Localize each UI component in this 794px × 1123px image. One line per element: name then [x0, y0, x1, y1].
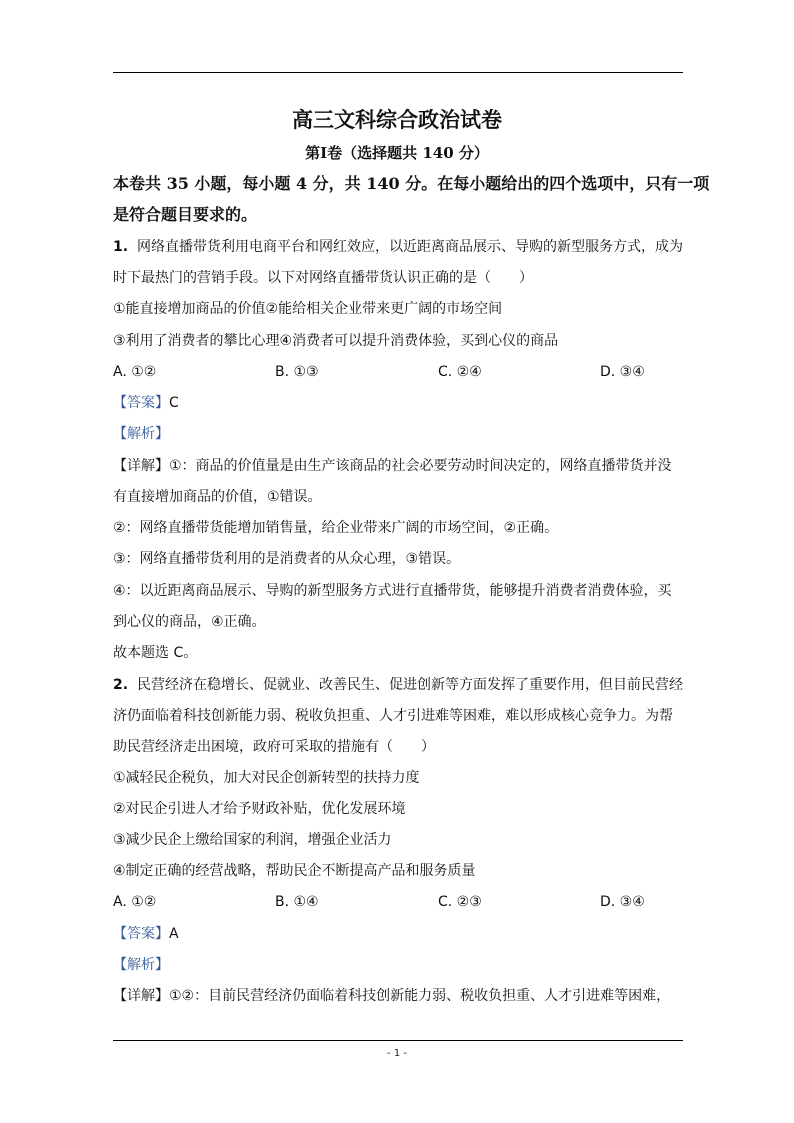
q1-answer-label: 【答案】 [113, 395, 169, 411]
q1-stem-line-2: 时下最热门的营销手段。以下对网络直播带货认识正确的是（ ） [113, 270, 533, 286]
q1-detail-label: 【详解】 [113, 458, 169, 474]
q1-conclusion: 故本题选 C。 [113, 645, 198, 661]
q2-statement-4: ④制定正确的经营战略，帮助民企不断提高产品和服务质量 [113, 863, 476, 879]
q1-option-d: D. ③④ [600, 364, 645, 380]
q1-detail-line-3: ②：网络直播带货能增加销售量，给企业带来广阔的市场空间，②正确。 [113, 520, 559, 536]
section-subtitle: 第Ⅰ卷（选择题共 140 分） [305, 144, 489, 162]
q1-detail-line-1 [113, 456, 688, 476]
page-title: 高三文科综合政治试卷 [292, 107, 502, 132]
q1-answer-value: C [169, 395, 179, 411]
q1-detail-line-4: ③：网络直播带货利用的是消费者的从众心理，③错误。 [113, 551, 461, 567]
q2-detail-label: 【详解】 [113, 988, 169, 1004]
q2-stem-line-1 [113, 675, 688, 695]
footer-rule [113, 1040, 683, 1041]
q2-answer-value: A [169, 926, 179, 942]
q2-stem-line-3: 助民营经济走出困境，政府可采取的措施有（ ） [113, 739, 435, 755]
q2-analysis-label: 【解析】 [113, 957, 169, 973]
q2-detail-text: ①②：目前民营经济仍面临着科技创新能力弱、税收负担重、人才引进难等困难， [169, 988, 671, 1004]
page-number: - 1 - [387, 1048, 407, 1059]
q2-statement-1: ①减轻民企税负，加大对民企创新转型的扶持力度 [113, 770, 420, 786]
q1-option-c: C. ②④ [438, 364, 482, 380]
instructions-line-1: 本卷共 35 小题，每小题 4 分，共 140 分。在每小题给出的四个选项中，只有一项 [113, 174, 710, 193]
q1-detail-line-6: 到心仪的商品，④正确。 [113, 614, 266, 630]
q2-answer-label: 【答案】 [113, 926, 169, 942]
q2-statement-3: ③减少民企上缴给国家的利润，增强企业活力 [113, 832, 392, 848]
q1-stem-line-1 [113, 237, 688, 257]
q2-stem-line-2: 济仍面临着科技创新能力弱、税收负担重、人才引进难等困难，难以形成核心竞争力。为帮 [113, 708, 673, 724]
q1-analysis-label: 【解析】 [113, 426, 169, 442]
q1-option-a: A. ①② [113, 364, 157, 380]
q2-stem-text: 民营经济在稳增长、促就业、改善民生、促进创新等方面发挥了重要作用，但目前民营经 [136, 677, 683, 693]
q1-statement-1: ①能直接增加商品的价值②能给相关企业带来更广阔的市场空间 [113, 301, 503, 317]
q2-answer [113, 924, 688, 944]
q2-number: 2. [113, 677, 129, 693]
header-rule [113, 72, 683, 73]
q1-detail-line-5: ④：以近距离商品展示、导购的新型服务方式进行直播带货，能够提升消费者消费体验，买 [113, 583, 672, 599]
q2-option-a: A. ①② [113, 894, 157, 910]
q1-statement-2: ③利用了消费者的攀比心理④消费者可以提升消费体验，买到心仪的商品 [113, 333, 559, 349]
q1-answer [113, 393, 688, 413]
q2-statement-2: ②对民企引进人才给予财政补贴，优化发展环境 [113, 801, 406, 817]
instructions-line-2: 是符合题目要求的。 [113, 205, 258, 224]
q1-number: 1. [113, 239, 129, 255]
q2-option-b: B. ①④ [275, 894, 319, 910]
q2-detail-line-1 [113, 986, 688, 1006]
q2-option-c: C. ②③ [438, 894, 482, 910]
q1-stem-text: 网络直播带货利用电商平台和网红效应，以近距离商品展示、导购的新型服务方式，成为 [136, 239, 683, 255]
q2-option-d: D. ③④ [600, 894, 645, 910]
q1-detail-line-2: 有直接增加商品的价值，①错误。 [113, 489, 322, 505]
q1-option-b: B. ①③ [275, 364, 319, 380]
q1-detail-text: ①：商品的价值量是由生产该商品的社会必要劳动时间决定的，网络直播带货并没 [169, 458, 672, 474]
